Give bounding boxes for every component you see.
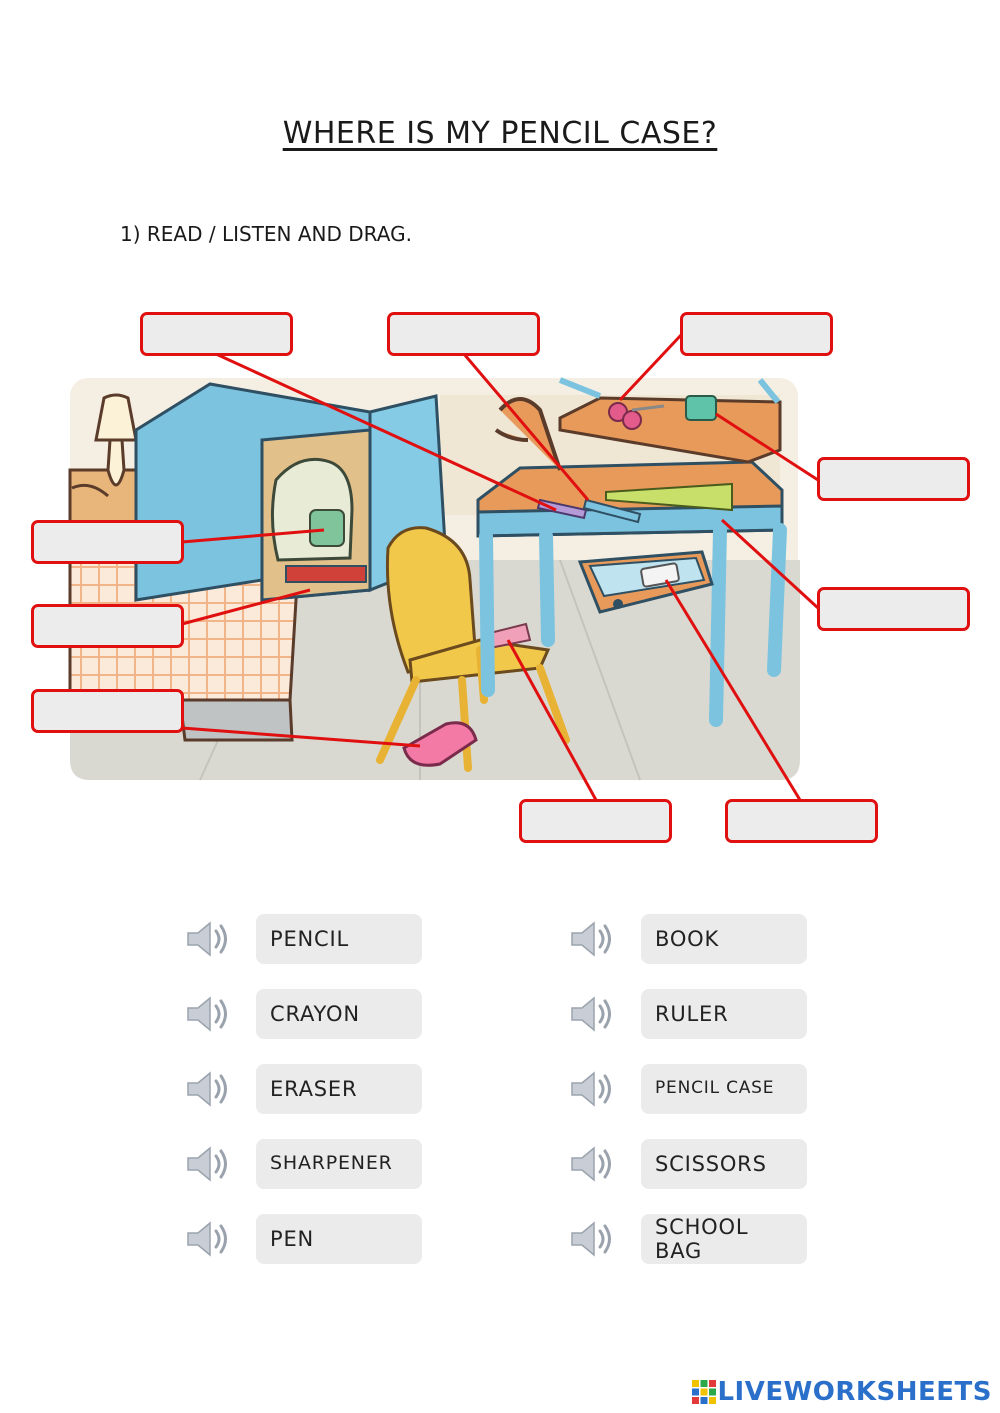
drop-box-9[interactable] [519, 799, 672, 843]
word-crayon[interactable]: CRAYON [256, 989, 422, 1039]
drop-box-6[interactable] [817, 587, 970, 631]
speaker-icon[interactable] [184, 915, 232, 963]
word-ruler[interactable]: RULER [641, 989, 807, 1039]
drop-box-7[interactable] [31, 604, 184, 648]
drop-box-5[interactable] [31, 520, 184, 564]
lamp [96, 395, 136, 440]
word-eraser[interactable]: ERASER [256, 1064, 422, 1114]
drop-box-2[interactable] [387, 312, 540, 356]
speaker-icon[interactable] [184, 990, 232, 1038]
drop-box-10[interactable] [725, 799, 878, 843]
logo-text: LIVEWORKSHEETS [717, 1377, 992, 1407]
drop-box-4[interactable] [817, 457, 970, 501]
speaker-icon[interactable] [568, 1215, 616, 1263]
speaker-icon[interactable] [568, 1140, 616, 1188]
word-book[interactable]: BOOK [641, 914, 807, 964]
page-title: WHERE IS MY PENCIL CASE? [282, 116, 718, 151]
speaker-icon[interactable] [184, 1215, 232, 1263]
logo-icon [691, 1379, 717, 1405]
speaker-icon[interactable] [568, 915, 616, 963]
liveworksheets-logo [691, 1377, 992, 1407]
word-sharpener[interactable]: SHARPENER [256, 1139, 422, 1189]
word-pen[interactable]: PEN [256, 1214, 422, 1264]
word-scissors[interactable]: SCISSORS [641, 1139, 807, 1189]
drop-box-8[interactable] [31, 689, 184, 733]
sharpener-picture [686, 396, 716, 420]
speaker-icon[interactable] [184, 1140, 232, 1188]
word-school-bag[interactable]: SCHOOL BAG [641, 1214, 807, 1264]
speaker-icon[interactable] [184, 1065, 232, 1113]
drop-box-3[interactable] [680, 312, 833, 356]
instruction-text: 1) READ / LISTEN AND DRAG. [120, 222, 412, 246]
drop-box-1[interactable] [140, 312, 293, 356]
word-pencil[interactable]: PENCIL [256, 914, 422, 964]
speaker-icon[interactable] [568, 990, 616, 1038]
speaker-icon[interactable] [568, 1065, 616, 1113]
word-pencil-case[interactable]: PENCIL CASE [641, 1064, 807, 1114]
